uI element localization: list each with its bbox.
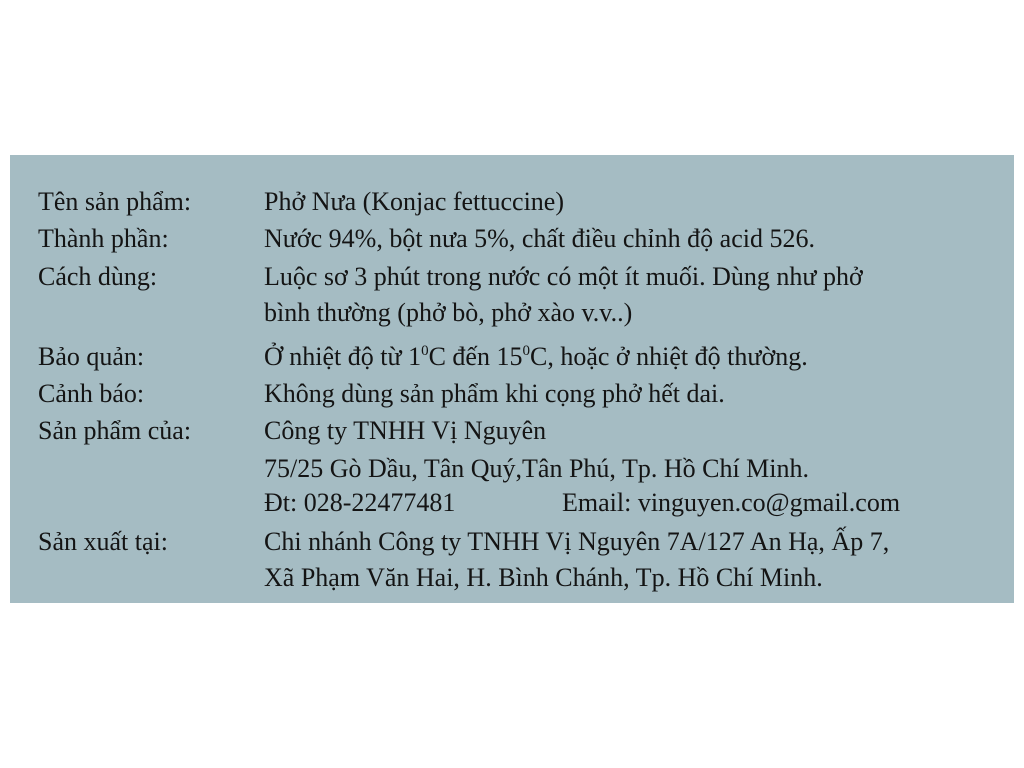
producer-row bbox=[10, 413, 1014, 449]
usage-row-continued bbox=[10, 295, 1014, 331]
storage-text-1: Ở nhiệt độ từ 1 bbox=[264, 342, 422, 371]
usage-value-line1: Luộc sơ 3 phút trong nước có một ít muối. Dùng như phở bbox=[264, 262, 863, 291]
made-at-line2: Xã Phạm Văn Hai, H. Bình Chánh, Tp. Hồ Chí Minh. bbox=[264, 563, 823, 592]
product-label-panel bbox=[10, 155, 1014, 603]
usage-value-line2: bình thường (phở bò, phở xào v.v..) bbox=[264, 298, 633, 327]
producer-contact-row bbox=[10, 485, 1014, 521]
storage-text-3: C, hoặc ở nhiệt độ thường. bbox=[529, 342, 808, 371]
degree-sup-1: 0 bbox=[421, 343, 429, 359]
producer-phone: Đt: 028-22477481 bbox=[264, 488, 456, 517]
producer-address: 75/25 Gò Dầu, Tân Quý,Tân Phú, Tp. Hồ Chí Minh. bbox=[264, 454, 810, 483]
producer-address-row bbox=[10, 451, 1014, 487]
made-at-row-continued bbox=[10, 560, 1014, 596]
made-at-row bbox=[10, 524, 1014, 560]
storage-text-2: C đến 15 bbox=[428, 342, 523, 371]
storage-value bbox=[264, 339, 808, 375]
product-name-row bbox=[10, 184, 1014, 220]
product-name-key: Tên sản phẩm: bbox=[38, 187, 192, 216]
producer-company: Công ty TNHH Vị Nguyên bbox=[264, 416, 547, 445]
made-at-line1: Chi nhánh Công ty TNHH Vị Nguyên 7A/127 An Hạ, Ấp 7, bbox=[264, 527, 890, 556]
warning-value: Không dùng sản phẩm khi cọng phở hết dai. bbox=[264, 379, 725, 408]
usage-key: Cách dùng: bbox=[38, 262, 158, 291]
warning-key: Cảnh báo: bbox=[38, 379, 145, 408]
made-at-key: Sản xuất tại: bbox=[38, 527, 168, 556]
storage-key: Bảo quản: bbox=[38, 342, 145, 371]
ingredients-key: Thành phần: bbox=[38, 224, 169, 253]
producer-key: Sản phẩm của: bbox=[38, 416, 192, 445]
ingredients-row bbox=[10, 221, 1014, 257]
product-name-value: Phở Nưa (Konjac fettuccine) bbox=[264, 187, 565, 216]
ingredients-value: Nước 94%, bột nưa 5%, chất điều chỉnh độ acid 526. bbox=[264, 224, 815, 253]
degree-sup-2: 0 bbox=[522, 343, 530, 359]
warning-row bbox=[10, 376, 1014, 412]
usage-row bbox=[10, 259, 1014, 295]
producer-email: Email: vinguyen.co@gmail.com bbox=[562, 488, 901, 517]
storage-row bbox=[10, 339, 1014, 375]
